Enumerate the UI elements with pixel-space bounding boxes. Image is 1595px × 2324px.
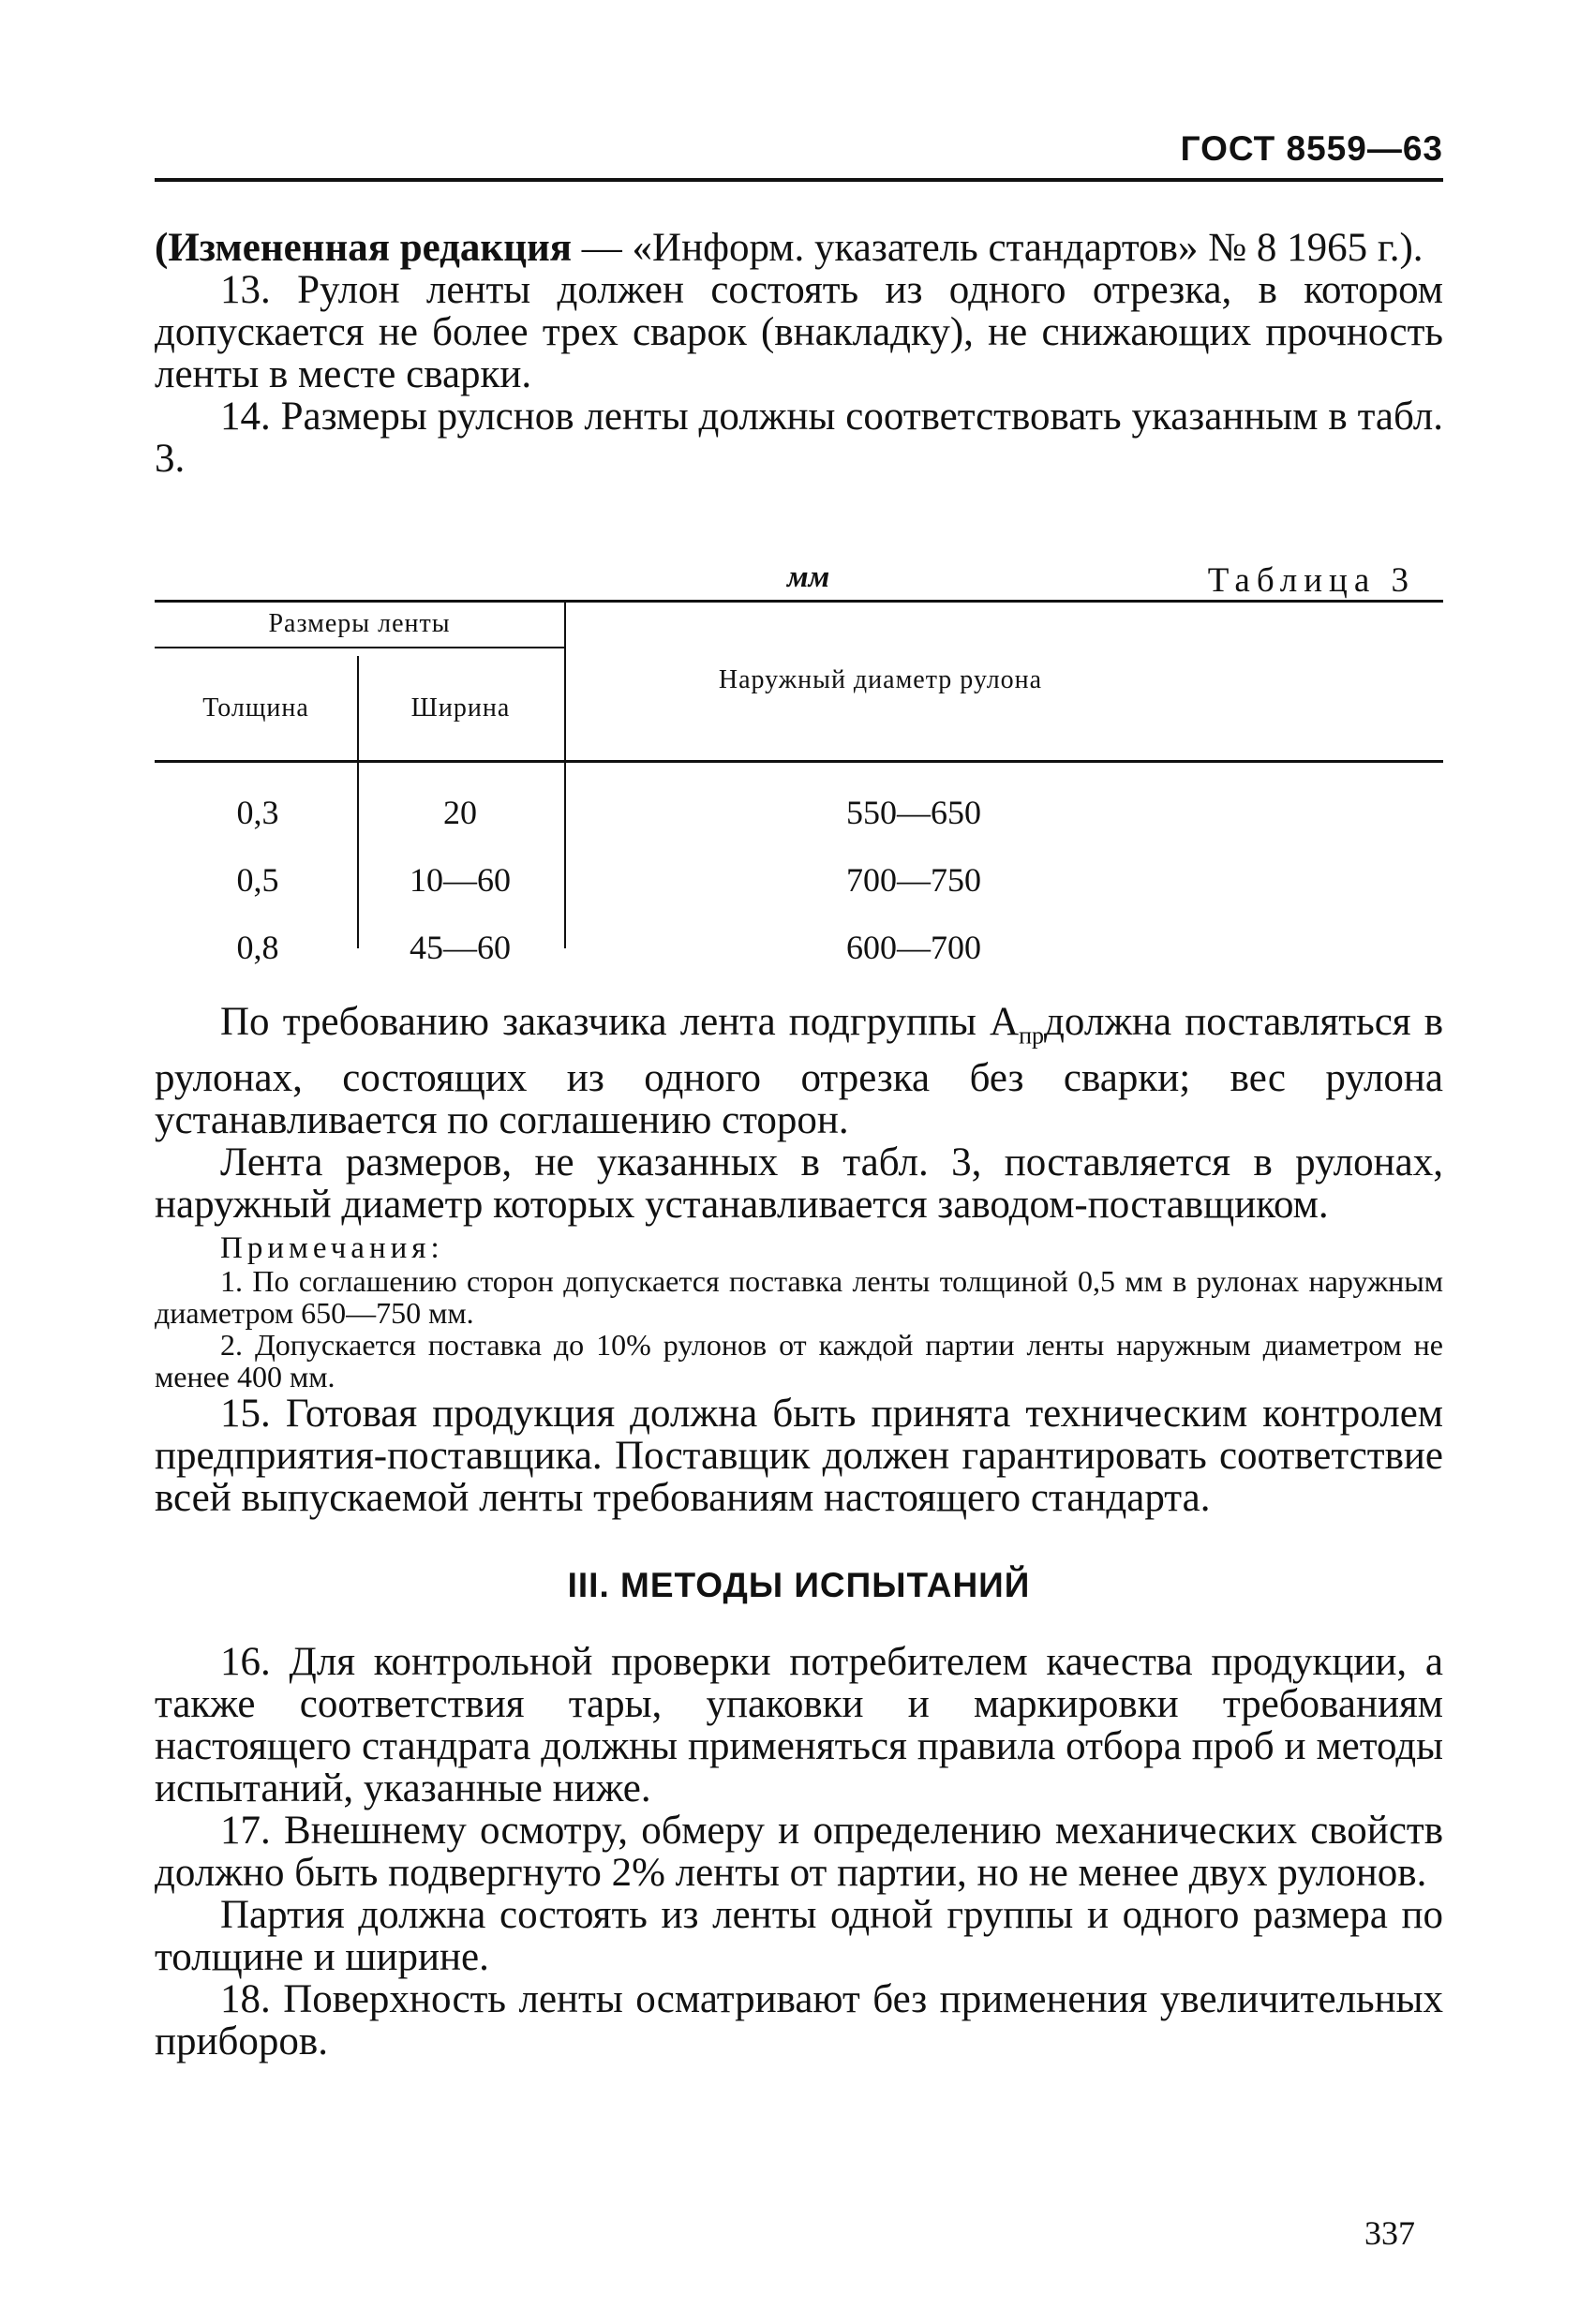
table-cell: 550—650 [846,794,981,831]
subgroup-subscript: пр [1019,1021,1045,1050]
table-top-rule [155,600,1443,603]
page-number: 337 [1364,2214,1415,2252]
table-header-rule [155,760,1443,763]
notes-title: Примечания: [220,1230,444,1265]
table-cell: 0,8 [236,929,279,966]
batch-paragraph: Партия должна состоять из ленты одной группы и одного размера по толщине и ширине. [155,1892,1443,1979]
revision-note-rest: — «Информ. указатель стандартов» № 8 1965 г.). [572,226,1424,270]
table-col-width: Ширина [410,693,511,723]
note-2: 2. Допускается поставка до 10% рулонов от каждой партии ленты наружным диаметром не менее 400 мм. [155,1327,1443,1393]
header-rule [155,178,1443,182]
table-group-header: Размеры ленты [268,609,451,638]
table-group-rule [155,647,564,648]
clause-13: 13. Рулон ленты должен состоять из одного отрезка, в котором допускается не более трех сварок (внакладку), не снижающих прочность ленты в месте сварки. [155,268,1443,396]
table-title: Таблица 3 [1207,561,1415,600]
table-col-diameter: Наружный диаметр рулона [718,665,1043,694]
note-1: 1. По соглашению сторон допускается поставка ленты толщиной 0,5 мм в рулонах наружным диаметром 650—750 мм. [155,1263,1443,1330]
table-unit: мм [787,560,830,594]
clause-15: 15. Готовая продукция должна быть принята техническим контролем предприятия-поставщика. Поставщик должен гарантировать соответствие всей выпускаемой ленты требованиям настоящего стандарта. [155,1391,1443,1520]
document-page [155,0,1443,2324]
customer-requirement-b: должна поставляться в рулонах, состоящих из одного отрезка без сварки; вес рулона устанавливается по соглашению сторон. [155,1000,1444,1142]
lower-text-block [155,1001,1443,2063]
table-3 [155,560,1443,966]
revision-note [155,227,1443,269]
table-col-thickness: Толщина [202,693,309,723]
customer-requirement-a: По требованию заказчика лента подгруппы А [220,1000,1020,1044]
clause-14: 14. Размеры рулснов ленты должны соответствовать указанным в табл. 3. [155,395,1443,481]
upper-text-block [155,227,1443,480]
clause-17: 17. Внешнему осмотру, обмеру и определению механических свойств должно быть подвергнуто 2% ленты от партии, но не менее двух рулонов. [155,1808,1443,1895]
table-cell: 0,5 [236,861,279,899]
table-cell: 10—60 [410,861,511,899]
table-divider-main [564,602,566,948]
table-cell: 0,3 [236,794,279,831]
table-cell: 45—60 [410,929,511,966]
customer-requirement [155,1001,1443,1141]
revision-note-bold: (Измененная редакция [155,226,573,270]
section-title: III. МЕТОДЫ ИСПЫТАНИЙ [567,1565,1031,1604]
table-cell: 700—750 [846,861,981,899]
clause-16: 16. Для контрольной проверки потребителем качества продукции, а также соответствия тары, упаковки и маркировки требованиям настоящего стандрата должны применяться правила отбора проб и методы испытаний, указанные ниже. [155,1639,1443,1810]
other-sizes-paragraph: Лента размеров, не указанных в табл. 3, поставляется в рулонах, наружный диаметр которых устанавливается заводом-поставщиком. [155,1140,1443,1227]
table-cell: 20 [443,794,477,831]
clause-18: 18. Поверхность ленты осматривают без применения увеличительных приборов. [155,1976,1443,2063]
table-cell: 600—700 [846,929,981,966]
document-code-header: ГОСТ 8559—63 [1180,129,1443,168]
